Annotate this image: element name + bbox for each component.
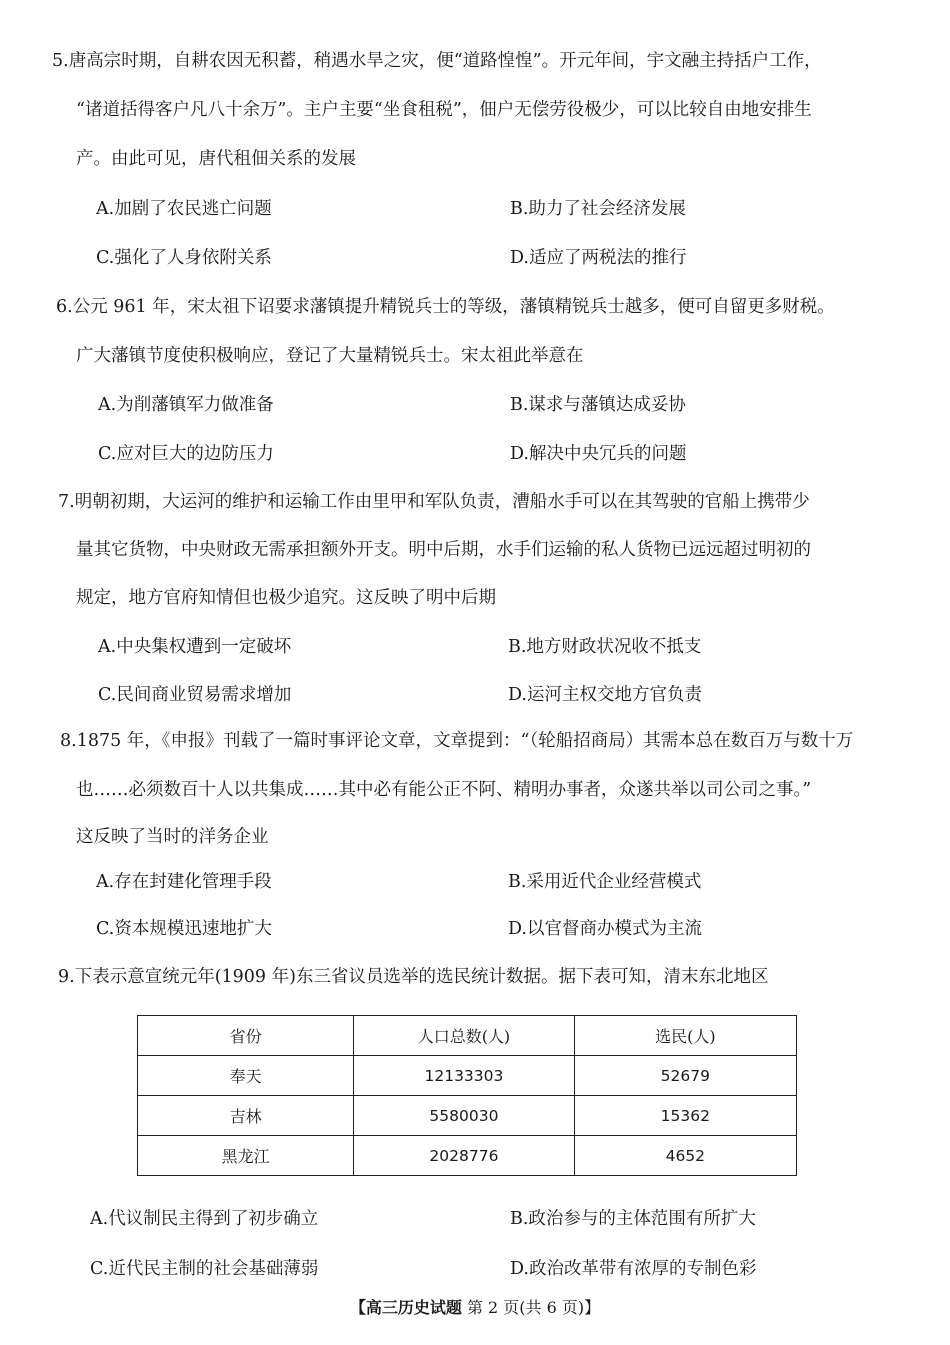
q6-option-b: B.谋求与藩镇达成妥协: [510, 395, 686, 415]
table-cell-voters: 15362: [574, 1096, 796, 1136]
q8-option-c: C.资本规模迅速地扩大: [96, 919, 272, 939]
q7-stem-line-3: 规定，地方官府知情但也极少追究。这反映了明中后期: [76, 588, 496, 608]
table-header-population: 人口总数(人): [354, 1016, 574, 1056]
footer-title: 【高三历史试题: [349, 1298, 462, 1317]
q7-stem-line-1: 7.明朝初期，大运河的维护和运输工作由里甲和军队负责，漕船水手可以在其驾驶的官船上携带少: [58, 492, 810, 512]
table-header-province: 省份: [138, 1016, 354, 1056]
q9-option-a: A.代议制民主得到了初步确立: [90, 1209, 319, 1229]
q7-option-a: A.中央集权遭到一定破坏: [98, 637, 292, 657]
q5-option-c: C.强化了人身依附关系: [96, 248, 272, 268]
table-header-row: [138, 1016, 797, 1056]
q8-option-a: A.存在封建化管理手段: [96, 872, 272, 892]
table-cell-voters: 4652: [574, 1136, 796, 1176]
q7-option-c: C.民间商业贸易需求增加: [98, 685, 292, 705]
q6-stem-line-2: 广大藩镇节度使积极响应，登记了大量精锐兵士。宋太祖此举意在: [76, 346, 584, 366]
table-cell-province: 黑龙江: [138, 1136, 354, 1176]
q6-option-d: D.解决中央冗兵的问题: [510, 444, 687, 464]
q7-stem-line-2: 量其它货物，中央财政无需承担额外开支。明中后期，水手们运输的私人货物已远远超过明初的: [76, 540, 811, 560]
page-footer: [0, 1298, 950, 1318]
q8-option-b: B.采用近代企业经营模式: [508, 872, 702, 892]
q5-stem-line-2: “诸道括得客户凡八十余万”。主户主要“坐食租税”，佃户无偿劳役极少，可以比较自由地安排生: [76, 100, 812, 120]
q9-option-c: C.近代民主制的社会基础薄弱: [90, 1259, 319, 1279]
table-cell-population: 5580030: [354, 1096, 574, 1136]
q5-option-b: B.助力了社会经济发展: [510, 199, 686, 219]
q9-option-b: B.政治参与的主体范围有所扩大: [510, 1209, 756, 1229]
table-row: [138, 1096, 797, 1136]
q6-option-c: C.应对巨大的边防压力: [98, 444, 274, 464]
q8-option-d: D.以官督商办模式为主流: [508, 919, 702, 939]
q6-stem-line-1: 6.公元 961 年，宋太祖下诏要求藩镇提升精锐兵士的等级，藩镇精锐兵士越多，便可自留更多财税。: [56, 297, 835, 317]
q5-option-d: D.适应了两税法的推行: [510, 248, 687, 268]
table-row: [138, 1056, 797, 1096]
q5-stem-line-3: 产。由此可见，唐代租佃关系的发展: [76, 149, 356, 169]
q8-stem-line-1: 8.1875 年，《申报》刊载了一篇时事评论文章，文章提到：“（轮船招商局）其需本总在数百万与数十万: [60, 731, 854, 751]
q7-option-b: B.地方财政状况收不抵支: [508, 637, 702, 657]
q5-stem-line-1: 5.唐高宗时期，自耕农因无积蓄，稍遇水旱之灾，便“道路惶惶”。开元年间，宇文融主持括户工作，: [52, 51, 822, 71]
footer-page-number: 第 2 页(共 6 页)】: [466, 1298, 601, 1317]
q8-stem-line-2: 也……必须数百十人以共集成……其中必有能公正不阿、精明办事者，众遂共举以司公司之事。”: [76, 780, 812, 800]
table-header-voters: 选民(人): [574, 1016, 796, 1056]
voter-statistics-table: [137, 1015, 797, 1176]
q7-option-d: D.运河主权交地方官负责: [508, 685, 702, 705]
table-cell-province: 吉林: [138, 1096, 354, 1136]
table-cell-population: 2028776: [354, 1136, 574, 1176]
q9-option-d: D.政治改革带有浓厚的专制色彩: [510, 1259, 757, 1279]
q6-option-a: A.为削藩镇军力做准备: [98, 395, 274, 415]
q8-stem-line-3: 这反映了当时的洋务企业: [76, 827, 269, 847]
table-cell-voters: 52679: [574, 1056, 796, 1096]
table-cell-province: 奉天: [138, 1056, 354, 1096]
q9-stem-line-1: 9.下表示意宣统元年(1909 年)东三省议员选举的选民统计数据。据下表可知，清末东北地区: [58, 967, 769, 987]
table-row: [138, 1136, 797, 1176]
table-cell-population: 12133303: [354, 1056, 574, 1096]
q5-option-a: A.加剧了农民逃亡问题: [96, 199, 272, 219]
